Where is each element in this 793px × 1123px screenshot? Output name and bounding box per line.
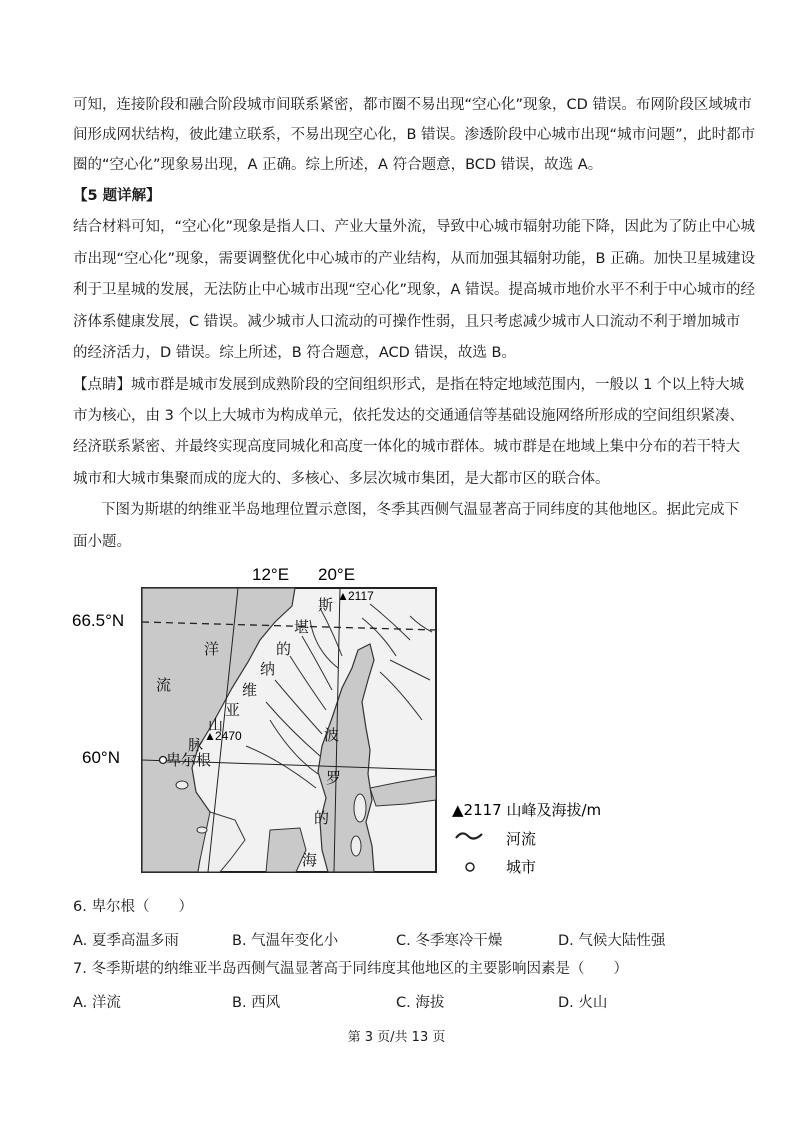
peak-icon: ▲	[204, 729, 216, 743]
text-line: 结合材料可知，“空心化”现象是指人口、产业大量外流，导致中心城市辐射功能下降，因此为了防止中心城	[73, 219, 756, 235]
peak-elevation: 2470	[215, 729, 242, 743]
option-a[interactable]: A. 洋流	[73, 995, 121, 1011]
city-label: 卑尔根	[166, 751, 212, 769]
map-label: 山	[208, 716, 224, 734]
legend-city: 城市	[506, 858, 537, 876]
map-label: 波	[324, 726, 340, 744]
map-label: 斯	[318, 596, 334, 614]
text-line: 市为核心，由 3 个以上大城市为构成单元，依托发达的交通通信等基础设施网络所形成的空间组织紧凑、	[73, 408, 744, 424]
river-icon	[456, 833, 482, 838]
scandinavia-map	[70, 560, 630, 880]
text-line: 经济联系紧密、并最终实现高度同城化和高度一体化的城市群体。城市群是在地域上集中分布的若干特大	[73, 439, 740, 455]
option-c[interactable]: C. 海拔	[396, 995, 445, 1011]
lat-label: 60°N	[82, 748, 120, 767]
page-footer: 第 3 页/共 13 页	[347, 1030, 446, 1045]
lat-label: 66.5°N	[72, 611, 125, 630]
map-label: 脉	[188, 736, 204, 754]
peak-icon: ▲	[337, 589, 349, 603]
option-b[interactable]: B. 西风	[232, 995, 281, 1011]
text-line: 的经济活力，D 错误。综上所述，B 符合题意，ACD 错误，故选 B。	[73, 345, 516, 361]
map-label: 海	[302, 851, 318, 869]
map-label: 流	[156, 676, 172, 694]
city-icon	[466, 863, 474, 871]
option-d[interactable]: D. 气候大陆性强	[558, 933, 666, 949]
tip-paragraph: 【点睛】城市群是城市发展到成熟阶段的空间组织形式，是指在特定地域范围内，一般以 1 个以上特大城	[73, 377, 744, 393]
option-a[interactable]: A. 夏季高温多雨	[73, 933, 179, 949]
text-line: 间形成网状结构，彼此建立联系，不易出现空心化，B 错误。渗透阶段中心城市出现“城市问题”，此时都市	[73, 127, 756, 143]
map-label: 的	[314, 809, 330, 827]
text-line: 可知，连接阶段和融合阶段城市间联系紧密，都市圈不易出现“空心化”现象，CD 错误。布网阶段区域城市	[73, 97, 752, 113]
peak-elevation: 2117	[348, 589, 374, 603]
lon-label: 20°E	[318, 565, 356, 584]
map-label: 洋	[204, 640, 220, 658]
text-line: 市出现“空心化”现象，需要调整优化中心城市的产业结构，从而加强其辐射功能，B 正确。加快卫星城建设	[73, 251, 756, 267]
map-label: 维	[242, 681, 258, 699]
legend-river: 河流	[506, 830, 537, 848]
text-line: 城市和大城市集聚而成的庞大的、多核心、多层次城市集团，是大都市区的联合体。	[73, 471, 610, 487]
text-line: 利于卫星城的发展，无法防止中心城市出现“空心化”现象，A 错误。提高城市地价水平不利于中心城市的经	[73, 282, 756, 298]
option-b[interactable]: B. 气温年变化小	[232, 933, 339, 949]
text-line: 圈的“空心化”现象易出现，A 正确。综上所述，A 符合题意，BCD 错误，故选 A。	[73, 157, 603, 173]
option-c[interactable]: C. 冬季寒冷干燥	[396, 933, 503, 949]
legend-peak: ▲2117 山峰及海拔/m	[452, 801, 602, 819]
text-line: 面小题。	[73, 534, 131, 550]
map-label: 堪	[294, 618, 310, 636]
question-7-stem: 7. 冬季斯堪的纳维亚半岛西侧气温显著高于同纬度其他地区的主要影响因素是（ ）	[73, 961, 628, 977]
map-label: 罗	[326, 769, 342, 787]
map-label: 纳	[260, 660, 276, 678]
intro-line: 下图为斯堪的纳维亚半岛地理位置示意图，冬季其西侧气温显著高于同纬度的其他地区。据此完成下	[101, 502, 739, 518]
option-d[interactable]: D. 火山	[558, 995, 608, 1011]
section-heading: 【5 题详解】	[73, 188, 161, 204]
lon-label: 12°E	[252, 565, 290, 584]
map-label: 的	[276, 640, 292, 658]
question-6-stem: 6. 卑尔根（ ）	[73, 899, 193, 915]
text-line: 济体系健康发展，C 错误。减少城市人口流动的可操作性弱，且只考虑减少城市人口流动不利于增加城市	[73, 314, 741, 330]
map-label: 亚	[225, 701, 241, 719]
